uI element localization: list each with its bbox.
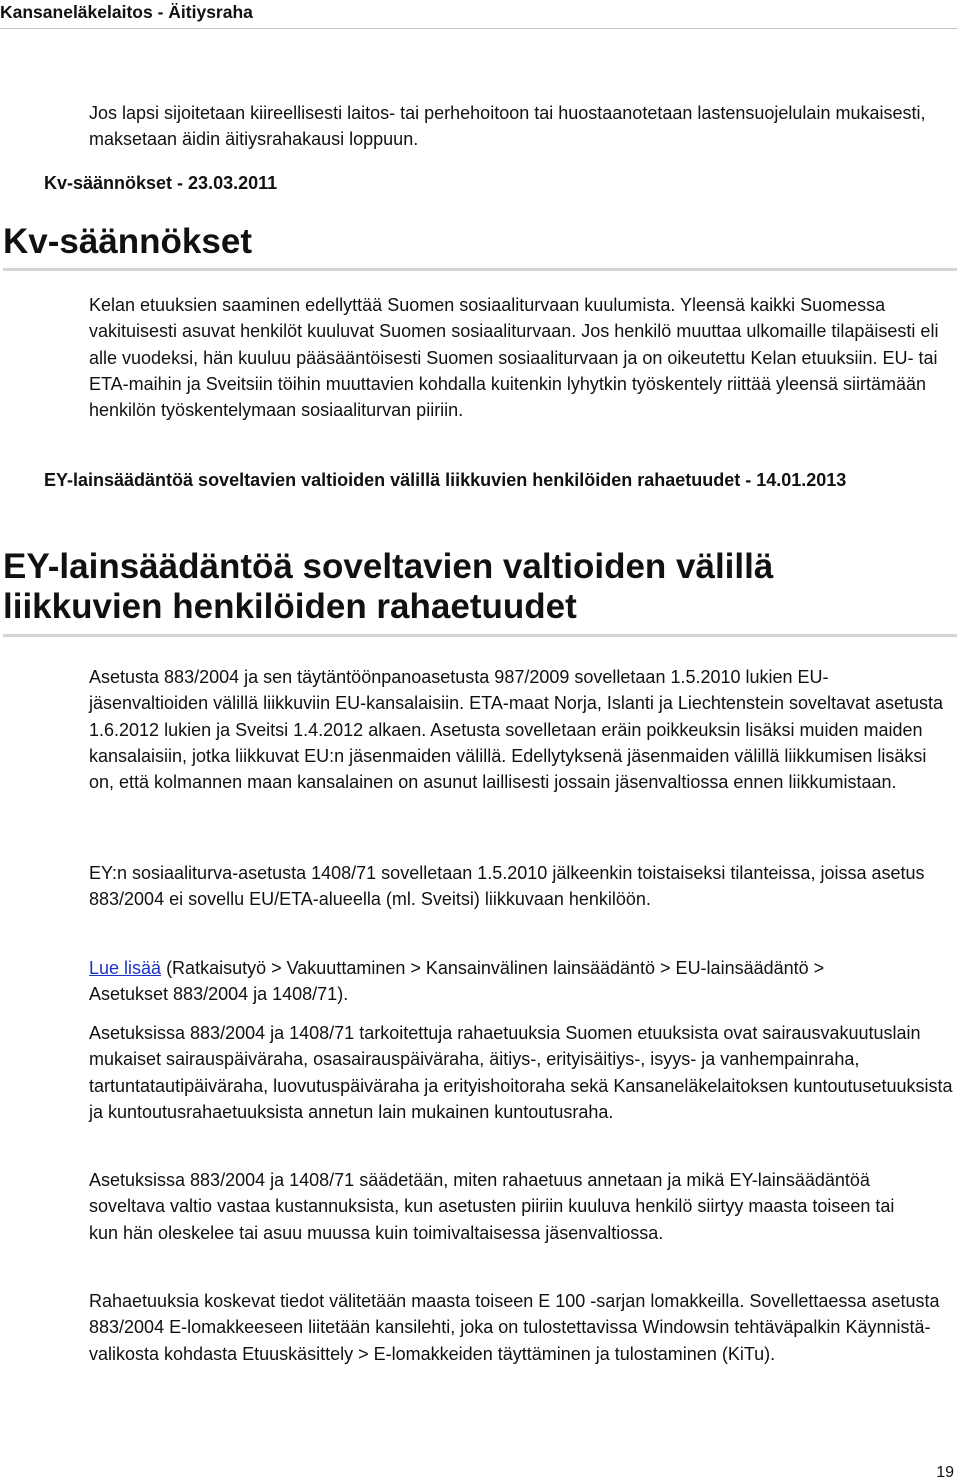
header-divider: [0, 28, 958, 29]
heading-divider-1: [3, 268, 957, 271]
ey-paragraph-3: Asetuksissa 883/2004 ja 1408/71 tarkoitettuja rahaetuuksia Suomen etuuksista ovat sairausvakuutuslain mukaiset sairauspäiväraha, osasairauspäiväraha, äitiys-, erityisäitiys-, isyys- ja vanhempainraha, tartuntatautipäiväraha, luovutuspäiväraha ja erityishoitoraha sekä Kansaneläkelaitoksen kuntoutusetuuksista ja kuntoutusrahaetuuksista annetun lain mukainen kuntoutusraha.: [89, 1023, 953, 1122]
ey-paragraph-1: Asetusta 883/2004 ja sen täytäntöönpanoasetusta 987/2009 sovelletaan 1.5.2010 lukien EU-jäsenvaltioiden välillä liikkuviin EU-kansalaisiin. ETA-maat Norja, Islanti ja Liechtenstein soveltavat asetusta 1.6.2012 lukien ja Sveitsi 1.4.2012 alkaen. Asetusta sovelletaan eräin poikkeuksin lisäksi muiden maiden kansalaisiin, jotka liikkuvat EU:n jäsenmaiden välillä. Edellytyksenä jäsenmaiden välillä liikkumisen lisäksi on, että kolmannen maan kansalainen on asunut laillisesti jossain jäsenvaltiossa ennen liikkumistaan.: [89, 667, 944, 793]
ey-paragraph-4: Asetuksissa 883/2004 ja 1408/71 säädetään, miten rahaetuus annetaan ja mikä EY-lainsäädäntöä soveltava valtio vastaa kustannuksista, kun asetusten piiriin kuuluva henkilö siirtyy maasta toiseen tai kun hän oleskelee tai asuu muussa kuin toimivaltaisessa jäsenvaltiossa.: [89, 1170, 895, 1243]
page-number: 19: [936, 1464, 954, 1481]
section-link-kv-saannokset[interactable]: Kv-säännökset - 23.03.2011: [44, 173, 278, 193]
heading-divider-2: [3, 634, 957, 637]
heading-ey-lainsaadanto: EY-lainsäädäntöä soveltavien valtioiden välillä liikkuvien henkilöiden rahaetuudet: [3, 547, 774, 626]
read-more-paragraph: [89, 955, 859, 1008]
read-more-link[interactable]: Lue lisää: [89, 958, 162, 978]
page-header-title: Kansaneläkelaitos - Äitiysraha: [0, 2, 253, 22]
read-more-path: (Ratkaisutyö > Vakuuttaminen > Kansainvälinen lainsäädäntö > EU-lainsäädäntö > Asetukset 883/2004 ja 1408/71).: [89, 958, 825, 1005]
intro-paragraph: Jos lapsi sijoitetaan kiireellisesti laitos- tai perhehoitoon tai huostaanotetaan lastensuojelulain mukaisesti, maksetaan äidin äitiysrahakausi loppuun.: [89, 103, 926, 150]
ey-paragraph-5: Rahaetuuksia koskevat tiedot välitetään maasta toiseen E 100 -sarjan lomakkeilla. Sovellettaessa asetusta 883/2004 E-lomakkeeseen liitetään kansilehti, joka on tulostettavissa Windowsin tehtäväpalkin Käynnistä-valikosta kohdasta Etuuskäsittely > E-lomakkeiden täyttäminen ja tulostaminen (KiTu).: [89, 1291, 940, 1364]
ey-paragraph-2: EY:n sosiaaliturva-asetusta 1408/71 sovelletaan 1.5.2010 jälkeenkin toistaiseksi tilanteissa, joissa asetus 883/2004 ei sovellu EU/ETA-alueella (ml. Sveitsi) liikkuvaan henkilöön.: [89, 863, 925, 910]
section-link-ey-lainsaadanto[interactable]: EY-lainsäädäntöä soveltavien valtioiden välillä liikkuvien henkilöiden rahaetuudet - 14.01.2013: [44, 470, 847, 490]
kv-paragraph: Kelan etuuksien saaminen edellyttää Suomen sosiaaliturvaan kuulumista. Yleensä kaikki Suomessa vakituisesti asuvat henkilöt kuuluvat Suomen sosiaaliturvaan. Jos henkilö muuttaa ulkomaille tilapäisesti eli alle vuodeksi, hän kuuluu pääsääntöisesti Suomen sosiaaliturvaan ja on oikeutettu Kelan etuuksiin. EU- tai ETA-maihin ja Sveitsiin töihin muuttavien kohdalla kuitenkin lyhytkin työskentely riittää yleensä siirtämään henkilön työskentelymaan sosiaaliturvan piiriin.: [89, 295, 939, 421]
heading-kv-saannokset: Kv-säännökset: [3, 222, 252, 261]
